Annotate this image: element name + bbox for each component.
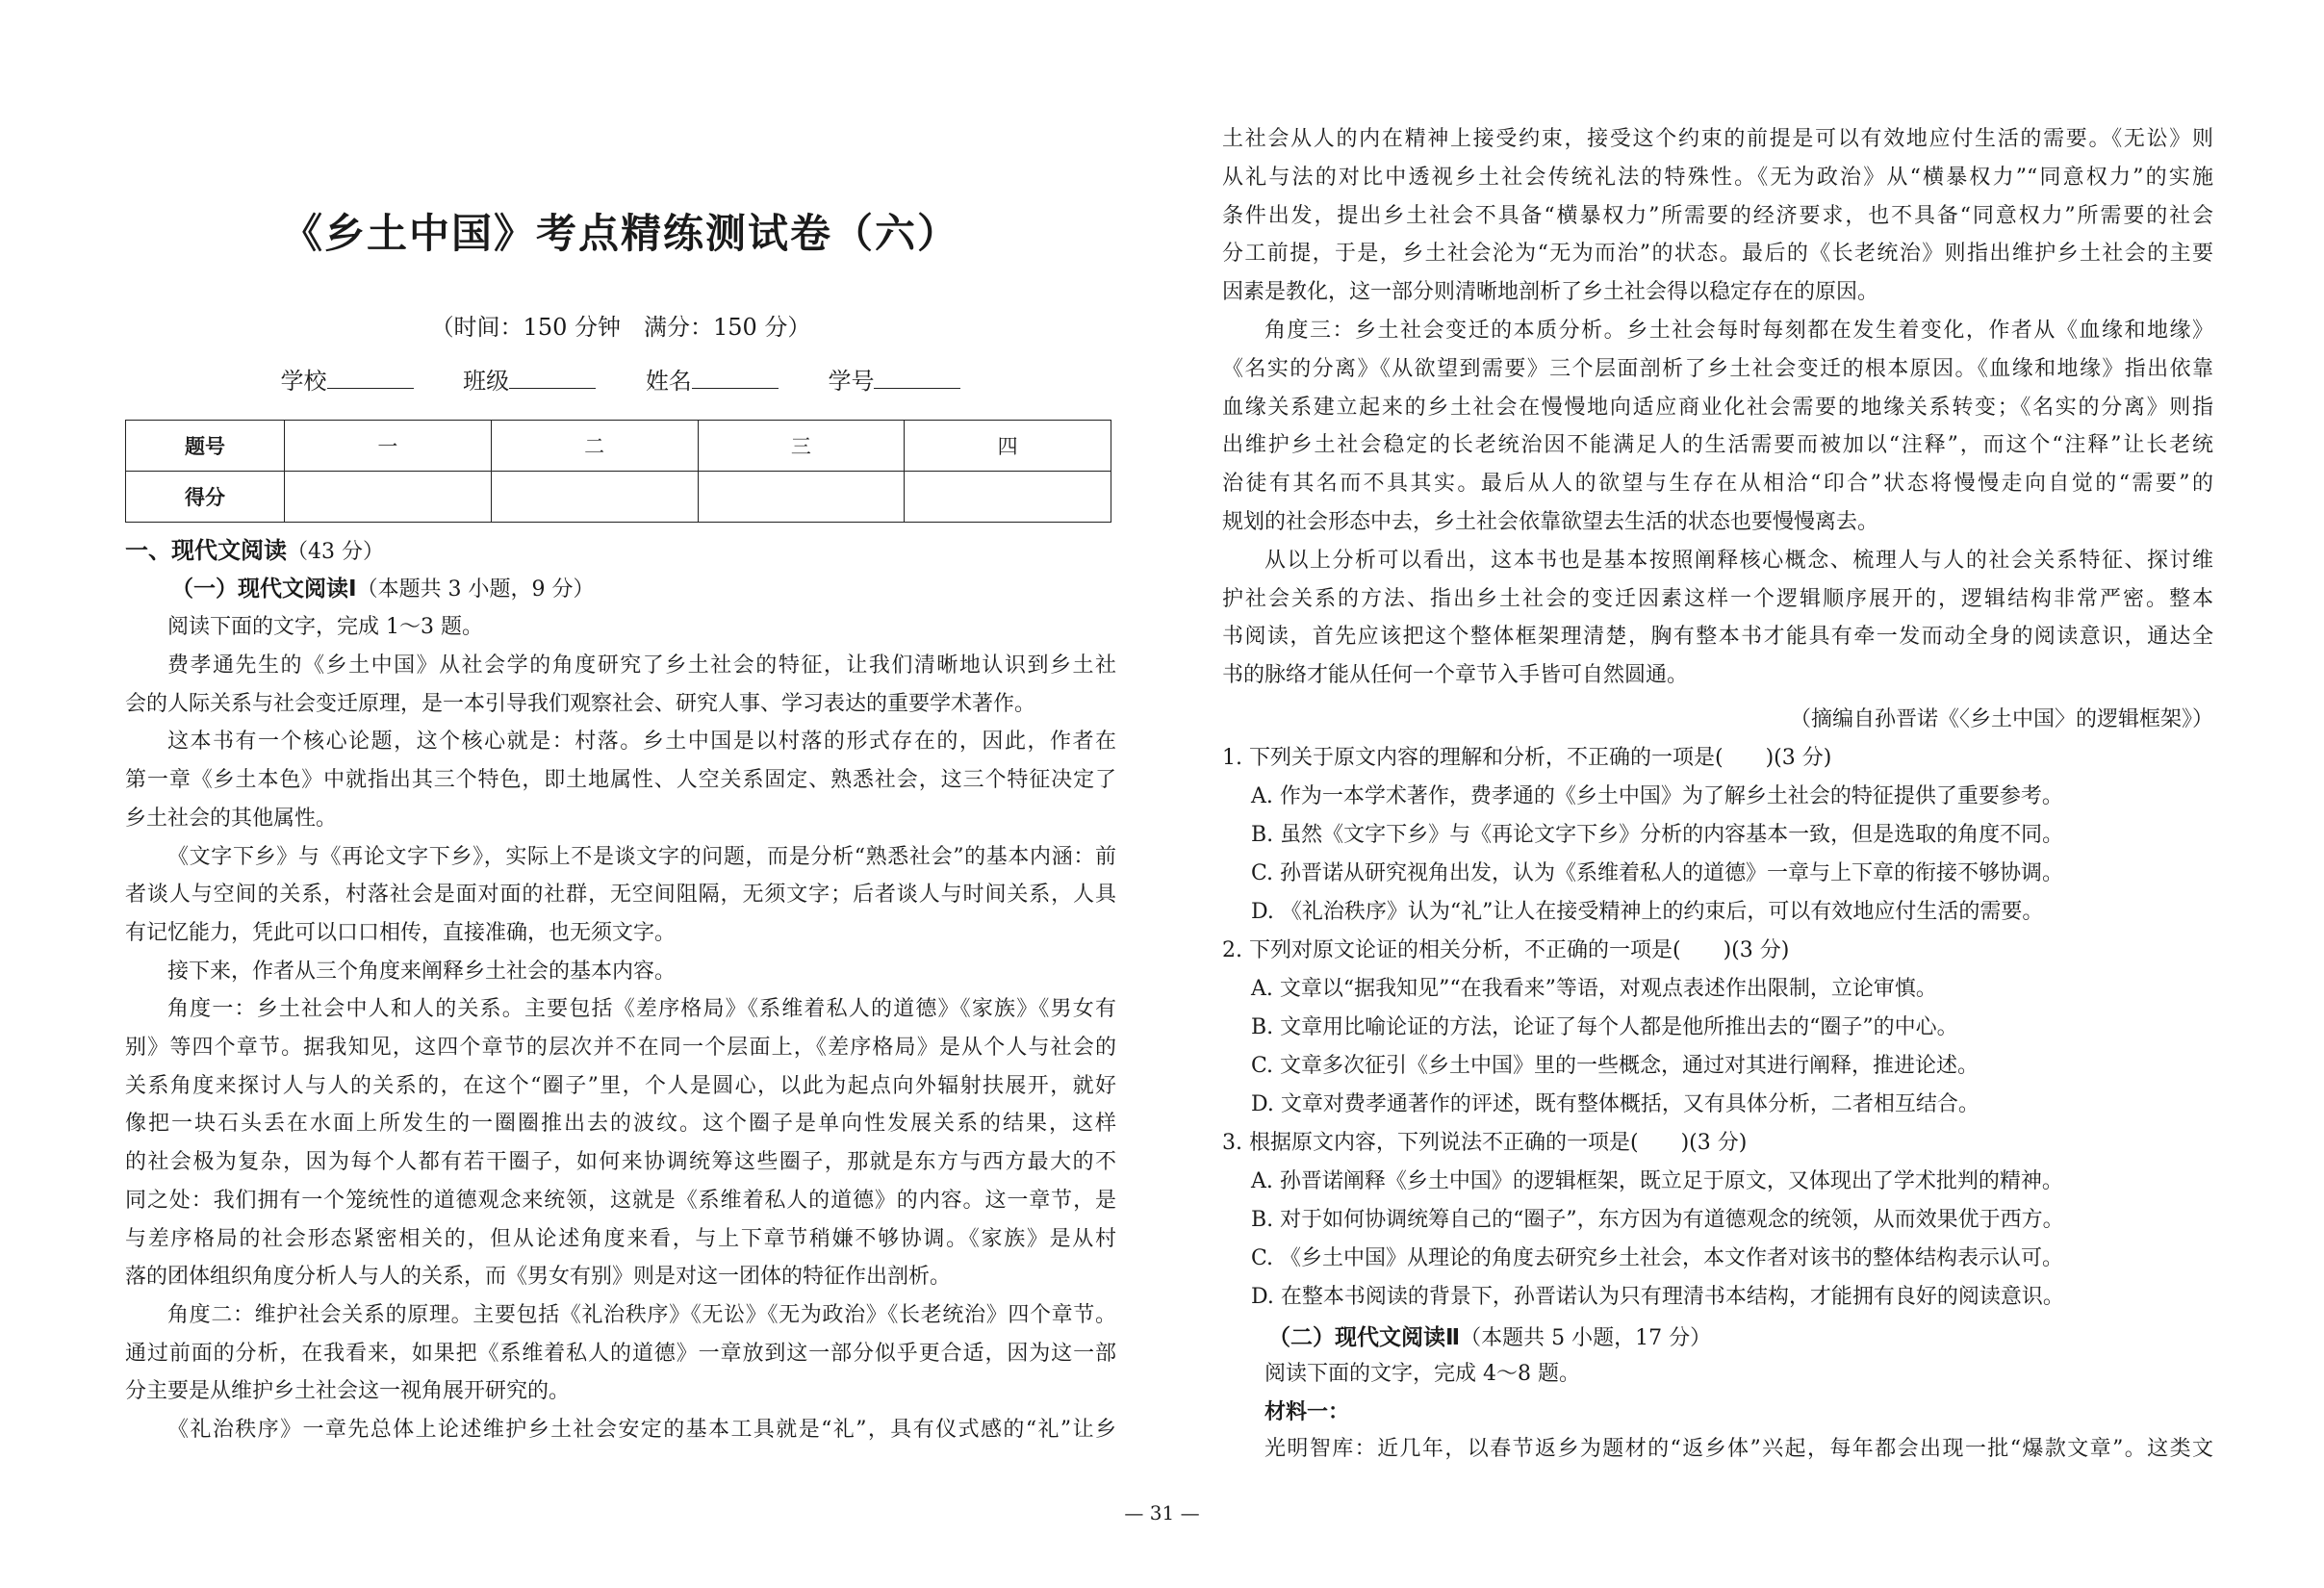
passage-line: 条件出发，提出乡土社会不具备“横暴权力”所需要的经济要求，也不具备“同意权力”所需要的社会	[1222, 204, 2213, 228]
col-header-2: 二	[491, 421, 698, 472]
answer-option[interactable]: C. 文章多次征引《乡土中国》里的一些概念，通过对其进行阐释，推进论述。	[1251, 1054, 1979, 1078]
passage-line: 像把一块石头丢在水面上所发生的一圈圈推出去的波纹。这个圈子是单向性发展关系的结果，这样	[125, 1112, 1116, 1136]
score-cell[interactable]	[491, 472, 698, 523]
exam-subtitle: （时间：150 分钟 满分：150 分）	[430, 314, 811, 341]
passage-line: 角度三：乡土社会变迁的本质分析。乡土社会每时每刻都在发生着变化，作者从《血缘和地缘》	[1264, 319, 2213, 343]
passage-line: 出维护乡土社会稳定的长老统治因不能满足人的生活需要而被加以“注释”，而这个“注释”让长老统	[1222, 433, 2213, 457]
answer-option[interactable]: A. 文章以“据我知见”“在我看来”等语，对观点表述作出限制，立论审慎。	[1251, 977, 1937, 1001]
answer-option[interactable]: D. 《礼治秩序》认为“礼”让人在接受精神上的约束后，可以有效地应付生活的需要。	[1251, 900, 2044, 924]
row-header-score: 得分	[126, 472, 285, 523]
passage-line: 别》等四个章节。据我知见，这四个章节的层次并不在同一个层面上，《差序格局》是从个人与社会的	[125, 1036, 1116, 1060]
passage-line: 通过前面的分析，在我看来，如果把《系维着私人的道德》一章放到这一部分似乎更合适，因为这一部	[125, 1342, 1116, 1366]
passage-line: 角度二：维护社会关系的原理。主要包括《礼治秩序》《无讼》《无为政治》《长老统治》四个章节。	[167, 1303, 1116, 1327]
passage-line: 有记忆能力，凭此可以口口相传，直接准确，也无须文字。	[125, 921, 677, 945]
passage-line: 因素是教化，这一部分则清晰地剖析了乡土社会得以稳定存在的原因。	[1222, 280, 1879, 304]
material-text-line: 光明智库：近几年，以春节返乡为题材的“返乡体”兴起，每年都会出现一批“爆款文章”。这类文	[1264, 1437, 2213, 1461]
section-heading: 一、现代文阅读（43 分）	[125, 537, 384, 564]
passage-line: 护社会关系的方法、指出乡土社会的变迁因素这样一个逻辑顺序展开的，逻辑结构非常严密。整本	[1222, 587, 2213, 611]
passage-line: 《名实的分离》《从欲望到需要》三个层面剖析了乡土社会变迁的根本原因。《血缘和地缘》指出依靠	[1222, 357, 2213, 381]
reading-instruction: 阅读下面的文字，完成 1～3 题。	[167, 615, 483, 639]
passage-line: 《文字下乡》与《再论文字下乡》，实际上不是谈文字的问题，而是分析“熟悉社会”的基本内涵：前	[167, 845, 1116, 869]
question-stem: 3. 根据原文内容，下列说法不正确的一项是( )(3 分)	[1222, 1131, 1748, 1155]
field-class[interactable]: 班级	[463, 362, 596, 396]
question-stem: 2. 下列对原文论证的相关分析，不正确的一项是( )(3 分)	[1222, 938, 1790, 962]
passage-line: 分主要是从维护乡土社会这一视角展开研究的。	[125, 1379, 571, 1403]
score-table-row	[126, 472, 1111, 523]
material-label: 材料一：	[1264, 1399, 1350, 1424]
passage-line: 第一章《乡土本色》中就指出其三个特色，即土地属性、人空关系固定、熟悉社会，这三个特征决定了	[125, 768, 1116, 792]
passage-line: 血缘关系建立起来的乡土社会在慢慢地向适应商业化社会需要的地缘关系转变；《名实的分离》则指	[1222, 396, 2213, 420]
answer-option[interactable]: C. 孙晋诺从研究视角出发，认为《系维着私人的道德》一章与上下章的衔接不够协调。	[1251, 861, 2064, 885]
score-cell[interactable]	[698, 472, 905, 523]
passage-line: 费孝通先生的《乡土中国》从社会学的角度研究了乡土社会的特征，让我们清晰地认识到乡土社	[167, 653, 1116, 678]
passage-line: 者谈人与空间的关系，村落社会是面对面的社群，无空间阻隔，无须文字；后者谈人与时间关系，人具	[125, 883, 1116, 907]
passage-line: 治徒有其名而不具其实。最后从人的欲望与生存在从相洽“印合”状态将慢慢走向自觉的“需要”的	[1222, 472, 2213, 496]
answer-option[interactable]: C. 《乡土中国》从理论的角度去研究乡土社会，本文作者对该书的整体结构表示认可。	[1251, 1246, 2064, 1270]
reading-instruction: 阅读下面的文字，完成 4～8 题。	[1264, 1362, 1580, 1386]
passage-line: 书的脉络才能从任何一个章节入手皆可自然圆通。	[1222, 663, 1689, 687]
passage-line: 会的人际关系与社会变迁原理，是一本引导我们观察社会、研究人事、学习表达的重要学术著作。	[125, 692, 1036, 716]
passage-line: 的社会极为复杂，因为每个人都有若干圈子，如何来协调统筹这些圈子，那就是东方与西方最大的不	[125, 1150, 1116, 1174]
passage-line: 同之处：我们拥有一个笼统性的道德观念来统领，这就是《系维着私人的道德》的内容。这一章节，是	[125, 1189, 1116, 1213]
score-cell[interactable]	[285, 472, 492, 523]
field-name[interactable]: 姓名	[646, 362, 779, 396]
part-heading: （二）现代文阅读Ⅱ（本题共 5 小题，17 分）	[1268, 1325, 1712, 1350]
answer-option[interactable]: B. 文章用比喻论证的方法，论证了每个人都是他所推出去的“圈子”的中心。	[1251, 1015, 1958, 1039]
passage-line: 乡土社会的其他属性。	[125, 807, 338, 831]
page-number: — 31 —	[1124, 1501, 1200, 1524]
col-header-3: 三	[698, 421, 905, 472]
passage-line: 分工前提，于是，乡土社会沦为“无为而治”的状态。最后的《长老统治》则指出维护乡土社会的主要	[1222, 242, 2213, 266]
passage-line: 落的团体组织角度分析人与人的关系，而《男女有别》则是对这一团体的特征作出剖析。	[125, 1265, 952, 1289]
passage-line: 书阅读，首先应该把这个整体框架理清楚，胸有整本书才能具有牵一发而动全身的阅读意识，通达全	[1222, 625, 2213, 649]
score-table	[125, 420, 1111, 523]
field-student-id[interactable]: 学号	[828, 362, 960, 396]
answer-option[interactable]: A. 孙晋诺阐释《乡土中国》的逻辑框架，既立足于原文，又体现出了学术批判的精神。	[1251, 1169, 2063, 1193]
answer-option[interactable]: D. 文章对费孝通著作的评述，既有整体概括，又有具体分析，二者相互结合。	[1251, 1092, 1979, 1116]
score-table-row	[126, 421, 1111, 472]
field-school[interactable]: 学校	[281, 362, 414, 396]
part-heading: （一）现代文阅读Ⅰ（本题共 3 小题，9 分）	[171, 576, 595, 602]
passage-line: 从礼与法的对比中透视乡土社会传统礼法的特殊性。《无为政治》从“横暴权力”“同意权力”的实施	[1222, 166, 2213, 190]
passage-line: 规划的社会形态中去，乡土社会依靠欲望去生活的状态也要慢慢离去。	[1222, 510, 1879, 534]
passage-line: 角度一：乡土社会中人和人的关系。主要包括《差序格局》《系维着私人的道德》《家族》《男女有	[167, 997, 1116, 1021]
passage-line: 与差序格局的社会形态紧密相关的，但从论述角度来看，与上下章节稍嫌不够协调。《家族》是从村	[125, 1227, 1116, 1251]
answer-option[interactable]: B. 对于如何协调统筹自己的“圈子”，东方因为有道德观念的统领，从而效果优于西方。	[1251, 1208, 2064, 1232]
passage-line: 《礼治秩序》一章先总体上论述维护乡土社会安定的基本工具就是“礼”，具有仪式感的“礼”让乡	[167, 1418, 1116, 1442]
question-stem: 1. 下列关于原文内容的理解和分析，不正确的一项是( )(3 分)	[1222, 746, 1832, 770]
student-info-fields	[125, 362, 1116, 396]
col-header-4: 四	[905, 421, 1111, 472]
passage-line: 关系角度来探讨人与人的关系的，在这个“圈子”里，个人是圆心，以此为起点向外辐射扶展开，就好	[125, 1074, 1116, 1098]
passage-line: 从以上分析可以看出，这本书也是基本按照阐释核心概念、梳理人与人的社会关系特征、探讨维	[1264, 549, 2213, 573]
answer-option[interactable]: B. 虽然《文字下乡》与《再论文字下乡》分析的内容基本一致，但是选取的角度不同。	[1251, 823, 2064, 847]
row-header-question: 题号	[126, 421, 285, 472]
col-header-1: 一	[285, 421, 492, 472]
score-cell[interactable]	[905, 472, 1111, 523]
source-citation: （摘编自孙晋诺《〈乡土中国〉的逻辑框架》）	[1789, 707, 2213, 731]
page-title: 《乡土中国》考点精练测试卷（六）	[281, 210, 959, 257]
answer-option[interactable]: D. 在整本书阅读的背景下，孙晋诺认为只有理清书本结构，才能拥有良好的阅读意识。	[1251, 1285, 2064, 1309]
passage-line: 土社会从人的内在精神上接受约束，接受这个约束的前提是可以有效地应付生活的需要。《无讼》则	[1222, 127, 2213, 151]
passage-line: 这本书有一个核心论题，这个核心就是：村落。乡土中国是以村落的形式存在的，因此，作者在	[167, 730, 1116, 754]
answer-option[interactable]: A. 作为一本学术著作，费孝通的《乡土中国》为了解乡土社会的特征提供了重要参考。	[1251, 784, 2063, 808]
passage-line: 接下来，作者从三个角度来阐释乡土社会的基本内容。	[167, 960, 677, 984]
